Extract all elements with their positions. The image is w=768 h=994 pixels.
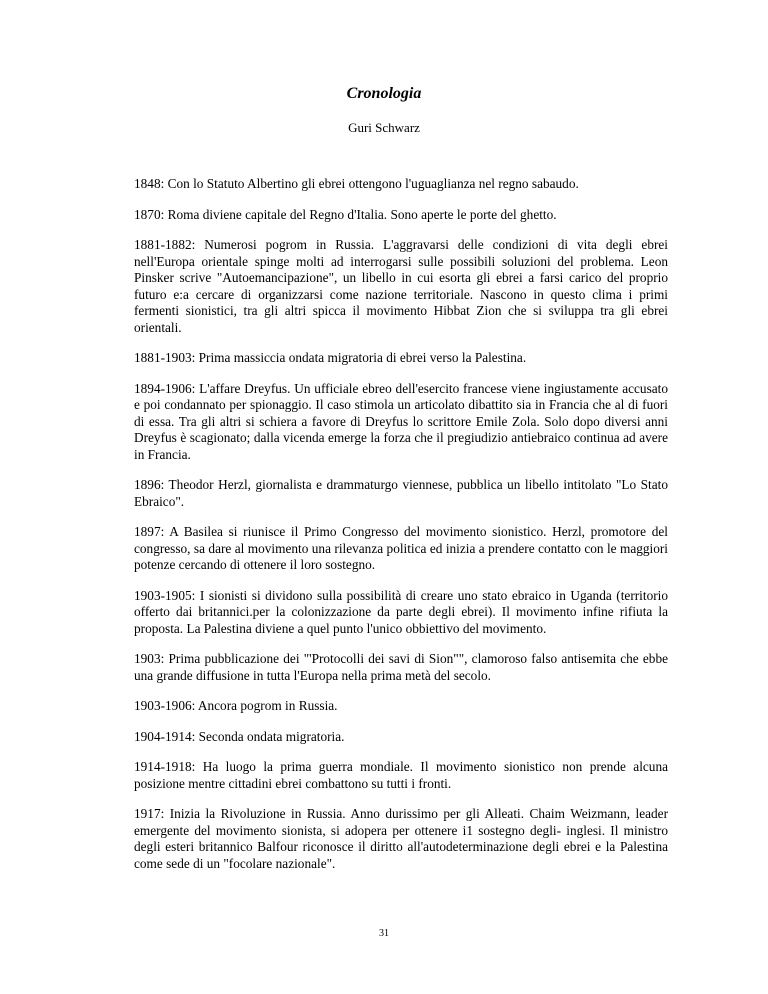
document-title: Cronologia bbox=[346, 85, 422, 102]
chronology-entry-1881-1882: 1881-1882: Numerosi pogrom in Russia. L'aggravarsi delle condizioni di vita degli ebrei nell'Europa orientale spinge molti ad interrogarsi sulle possibili soluzioni del problema. Leon Pinsker scrive "Autoemancipazione", un libello in cui esorta gli ebrei a farsi carico del proprio futuro e:a cercare di organizzarsi come nazione territoriale. Nascono in questo clima i primi fermenti sionistici, tra gli altri spicca il movimento Hibbat Zion che si sviluppa tra gli ebrei orientali. bbox=[134, 237, 668, 335]
document-author: Guri Schwarz bbox=[348, 120, 420, 135]
chronology-entry-1903-1905: 1903-1905: I sionisti si dividono sulla possibilità di creare uno stato ebraico in Uganda (territorio offerto dai britannici.per la colonizzazione da parte degli ebrei). Il movimento infine rifiuta la proposta. La Palestina diviene a quel punto l'unico obbiettivo del movimento. bbox=[134, 587, 668, 636]
chronology-entries bbox=[134, 176, 668, 886]
chronology-entry-1914-1918: 1914-1918: Ha luogo la prima guerra mondiale. Il movimento sionistico non prende alcuna posizione mentre cittadini ebrei combattono su tutti i fronti. bbox=[134, 759, 668, 791]
page-number: 31 bbox=[379, 928, 389, 939]
chronology-entry-1897: 1897: A Basilea si riunisce il Primo Congresso del movimento sionistico. Herzl, promotore del congresso, sa dare al movimento una rilevanza politica ed inizia a prendere contatto con le maggiori potenze cercando di ottenere il loro sostegno. bbox=[134, 524, 668, 572]
chronology-entry-1870: 1870: Roma diviene capitale del Regno d'Italia. Sono aperte le porte del ghetto. bbox=[134, 206, 557, 222]
chronology-entry-1917: 1917: Inizia la Rivoluzione in Russia. Anno durissimo per gli Alleati. Chaim Weizmann, leader emergente del movimento sionista, si adopera per ottenere i1 sostegno degli- inglesi. Il ministro degli esteri britannico Balfour riconosce il diritto all'autodeterminazione degli ebrei e la Palestina come sede di un "focolare nazionale". bbox=[134, 806, 668, 871]
chronology-entry-1848: 1848: Con lo Statuto Albertino gli ebrei ottengono l'uguaglianza nel regno sabaudo. bbox=[134, 176, 579, 191]
chronology-entry-1896: 1896: Theodor Herzl, giornalista e drammaturgo viennese, pubblica un libello intitolato "Lo Stato Ebraico". bbox=[134, 477, 668, 509]
chronology-entry-1903-1906: 1903-1906: Ancora pogrom in Russia. bbox=[134, 698, 338, 713]
chronology-entry-1894-1906: 1894-1906: L'affare Dreyfus. Un ufficiale ebreo dell'esercito francese viene ingiustamente accusato e poi condannato per spionaggio. Il caso stimola un articolato dibattito sia in Francia che al di fuori di essa. Tra gli altri si schiera a favore di Dreyfus lo scrittore Emile Zola. Solo dopo diversi anni Dreyfus è scagionato; dalla vicenda emerge la forza che il pregiudizio antiebraico continua ad avere in Francia. bbox=[134, 380, 668, 462]
chronology-entry-1881-1903: 1881-1903: Prima massiccia ondata migratoria di ebrei verso la Palestina. bbox=[134, 350, 527, 365]
chronology-entry-1903: 1903: Prima pubblicazione dei "'Protocolli dei savi di Sion"", clamoroso falso antisemita che ebbe una grande diffusione in tutta l'Europa nella prima metà del secolo. bbox=[134, 651, 668, 683]
chronology-entry-1904-1914: 1904-1914: Seconda ondata migratoria. bbox=[134, 728, 345, 744]
